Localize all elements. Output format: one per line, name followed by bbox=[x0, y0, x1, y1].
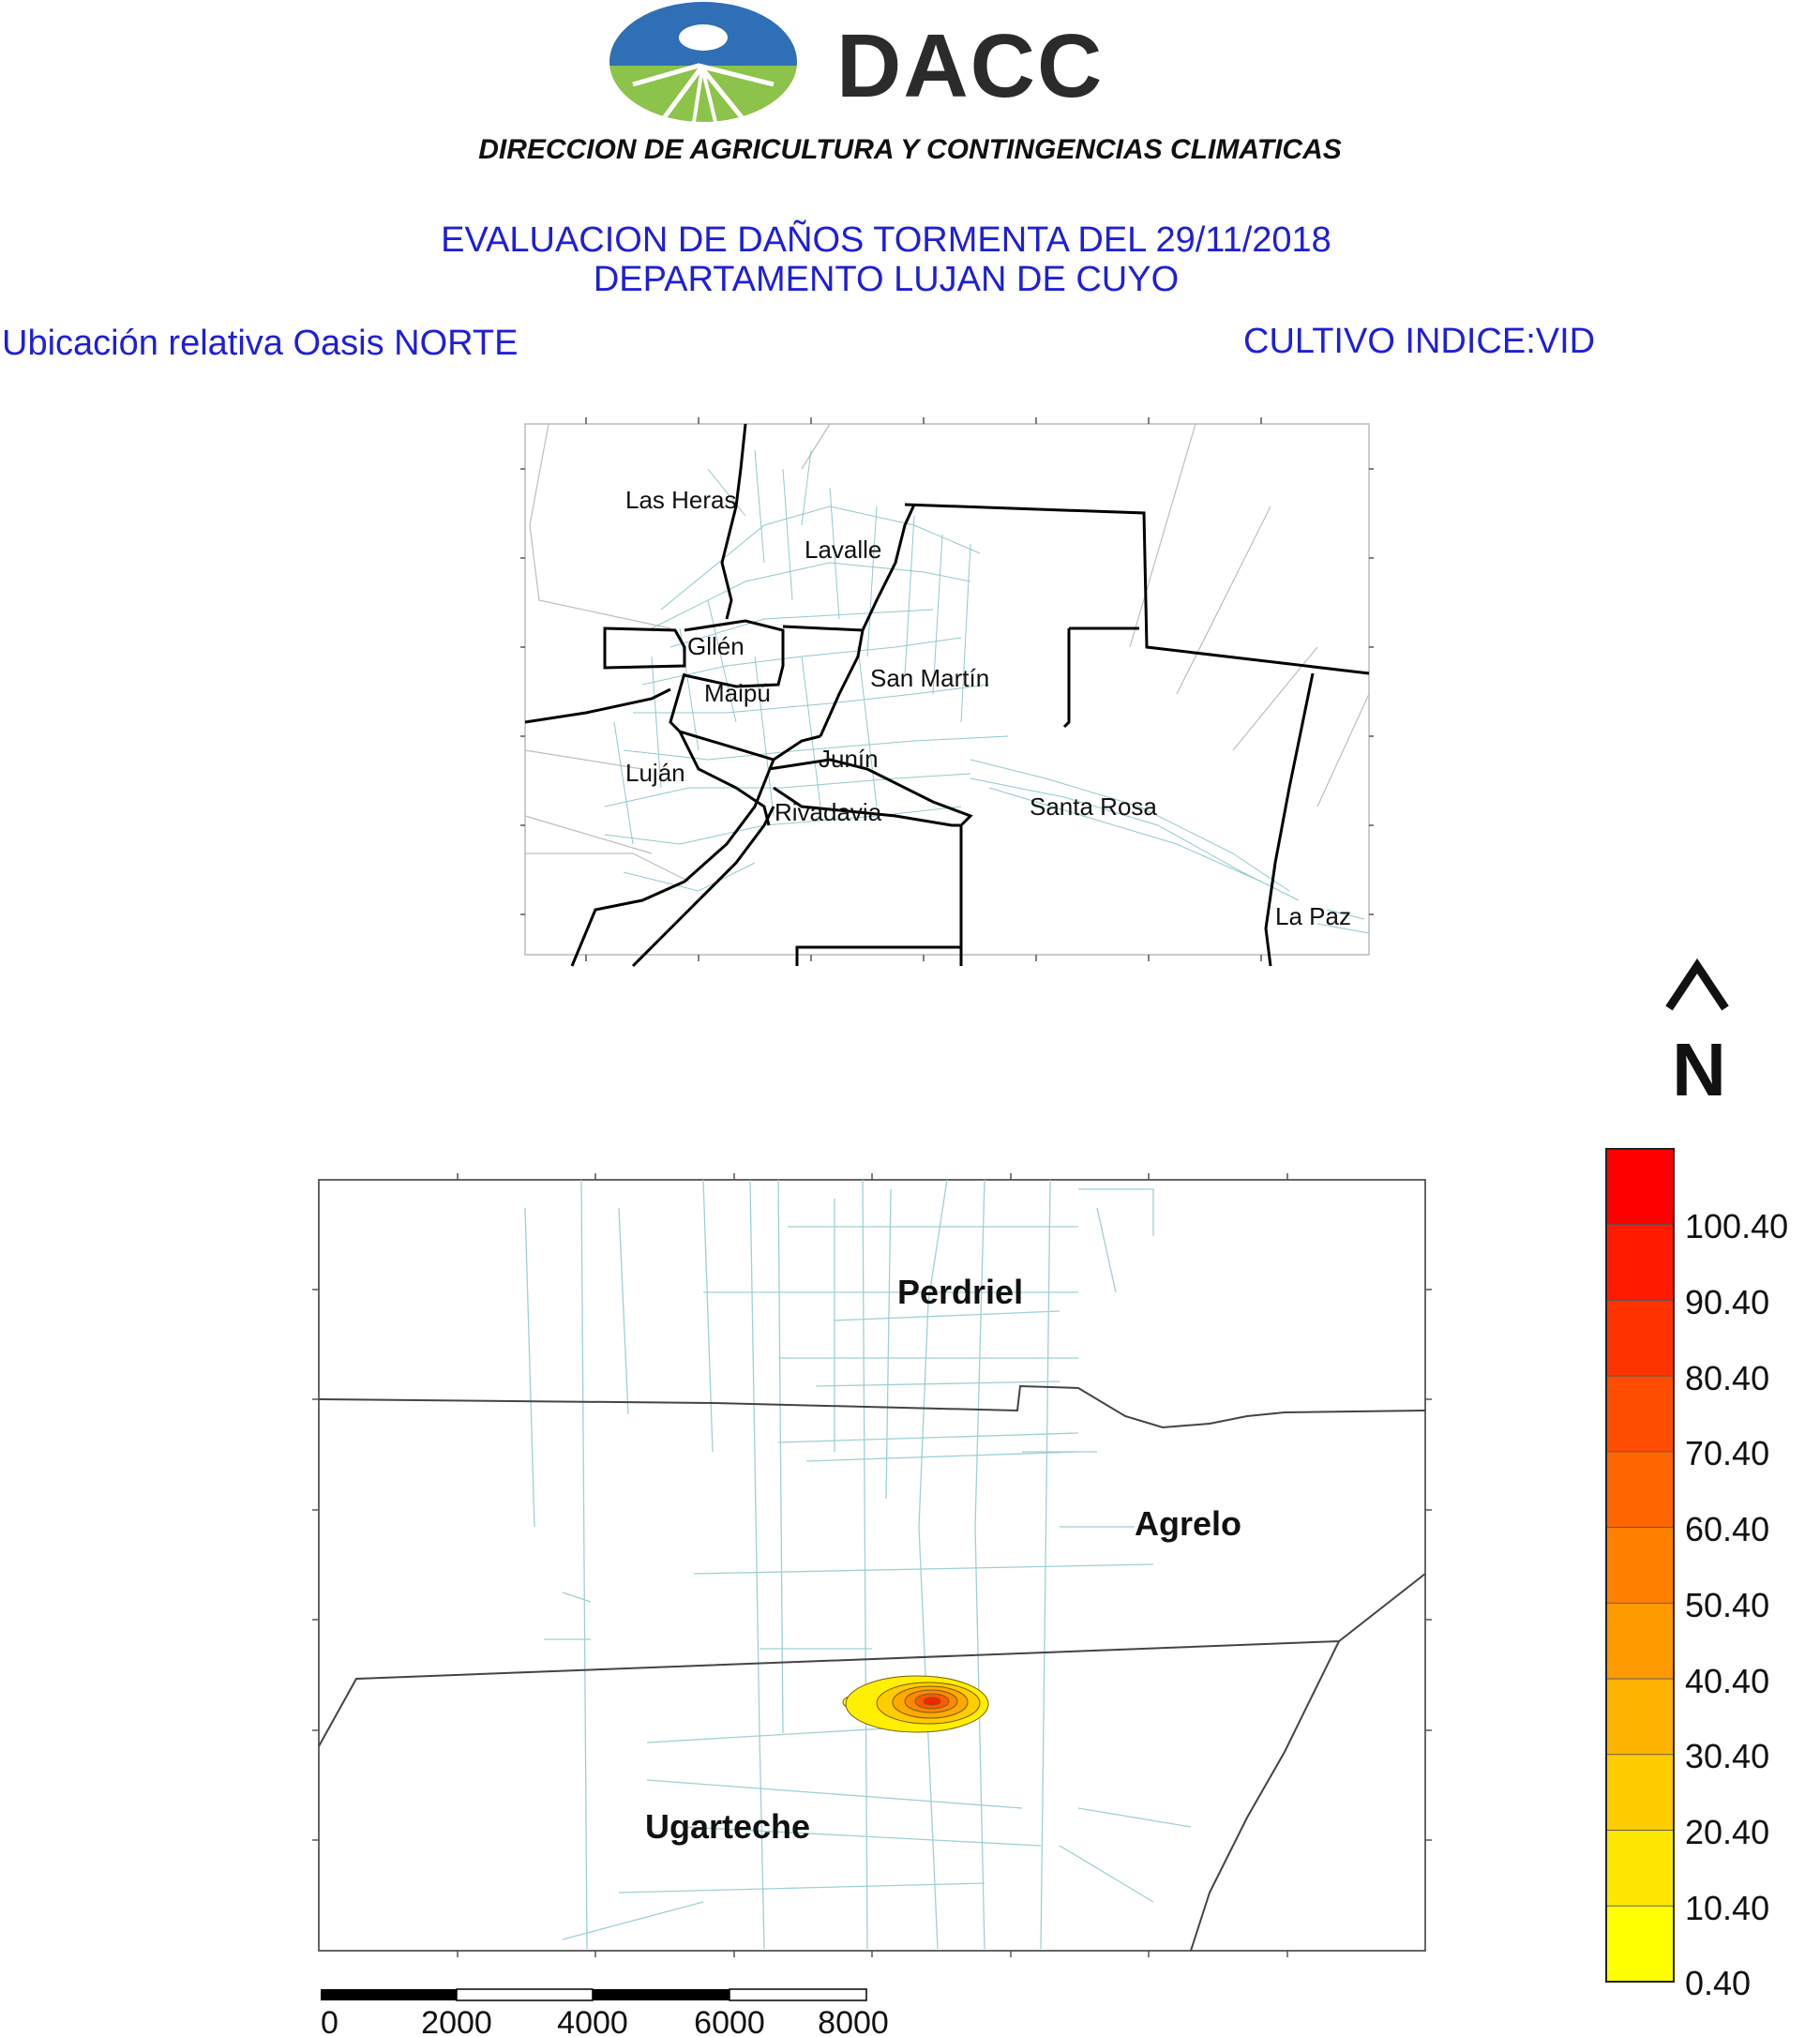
location-subtitle: Ubicación relativa Oasis NORTE bbox=[2, 324, 519, 363]
legend-swatch bbox=[1606, 1225, 1674, 1301]
legend-swatch bbox=[1606, 1376, 1674, 1452]
legend-label: 20.40 bbox=[1685, 1813, 1770, 1851]
scale-label: 0 bbox=[321, 2005, 338, 2037]
legend-label: 70.40 bbox=[1685, 1434, 1770, 1472]
legend-swatch bbox=[1606, 1300, 1674, 1376]
label-guaymallen: Gllén bbox=[687, 632, 745, 660]
legend-label: 80.40 bbox=[1685, 1359, 1770, 1397]
legend-label: 50.40 bbox=[1685, 1586, 1770, 1624]
label-perdriel: Perdriel bbox=[897, 1273, 1024, 1311]
label-lujan: Luján bbox=[625, 759, 685, 787]
scale-label: 2000 bbox=[421, 2005, 492, 2037]
label-santa-rosa: Santa Rosa bbox=[1030, 792, 1157, 821]
north-label: N bbox=[1672, 1028, 1726, 1111]
label-agrelo: Agrelo bbox=[1135, 1504, 1242, 1543]
legend-label: 10.40 bbox=[1685, 1889, 1770, 1927]
logo-text: DACC bbox=[836, 16, 1105, 116]
legend-label: 40.40 bbox=[1685, 1662, 1770, 1700]
scale-label: 8000 bbox=[818, 2005, 889, 2037]
label-san-martin: San Martín bbox=[870, 664, 990, 692]
scale-bar bbox=[319, 1986, 889, 2037]
scale-label: 4000 bbox=[557, 2005, 628, 2037]
legend-swatch bbox=[1606, 1906, 1674, 1982]
label-la-paz: La Paz bbox=[1275, 902, 1351, 930]
label-ugarteche: Ugarteche bbox=[645, 1807, 811, 1846]
agency-name: DIRECCION DE AGRICULTURA Y CONTINGENCIAS CLIMATICAS bbox=[478, 134, 1342, 165]
scale-label: 6000 bbox=[694, 2005, 765, 2037]
legend-swatch bbox=[1606, 1452, 1674, 1528]
north-arrow-icon bbox=[1660, 957, 1735, 1022]
legend-swatch bbox=[1606, 1755, 1674, 1831]
legend-swatch bbox=[1606, 1679, 1674, 1755]
legend-swatch bbox=[1606, 1149, 1674, 1225]
legend-swatch bbox=[1606, 1528, 1674, 1604]
legend-swatch bbox=[1606, 1603, 1674, 1679]
label-las-heras: Las Heras bbox=[625, 486, 737, 514]
legend-label: 100.40 bbox=[1685, 1207, 1789, 1245]
legend-swatches bbox=[1606, 1149, 1674, 1982]
legend-label: 30.40 bbox=[1685, 1737, 1770, 1775]
legend-label: 90.40 bbox=[1685, 1283, 1770, 1321]
damage-legend bbox=[1605, 1148, 1675, 1983]
crop-index-subtitle: CULTIVO INDICE:VID bbox=[1243, 322, 1596, 361]
label-junin: Junín bbox=[819, 745, 879, 773]
label-rivadavia: Rivadavia bbox=[775, 798, 882, 826]
damage-map bbox=[309, 1170, 1435, 1958]
label-maipu: Maipú bbox=[704, 679, 771, 707]
map-title-line1: EVALUACION DE DAÑOS TORMENTA DEL 29/11/2018 bbox=[441, 220, 1331, 260]
inset-location-map bbox=[520, 413, 1374, 966]
map-title-line2: DEPARTAMENTO LUJAN DE CUYO bbox=[593, 260, 1180, 299]
legend-label: 60.40 bbox=[1685, 1510, 1770, 1548]
legend-swatch bbox=[1606, 1831, 1674, 1907]
label-lavalle: Lavalle bbox=[805, 536, 882, 564]
legend-label: 0.40 bbox=[1685, 1964, 1752, 2002]
